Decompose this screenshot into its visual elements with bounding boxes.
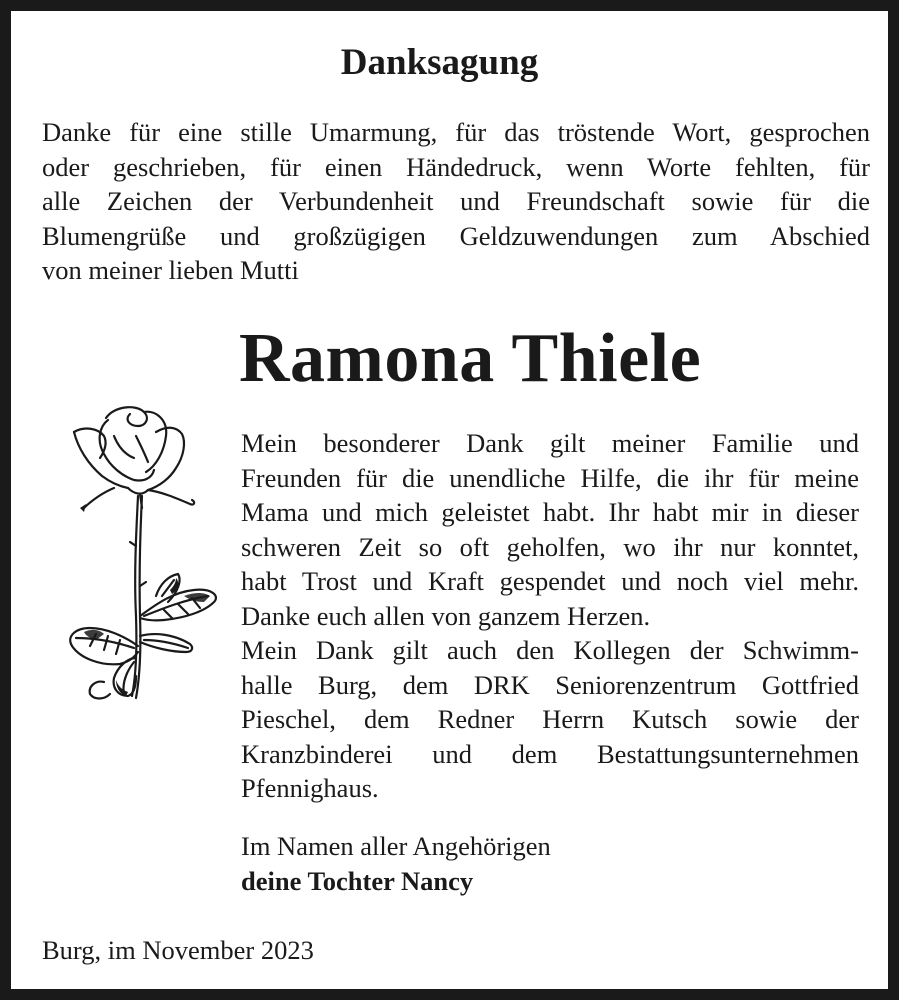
body-line: Mama und mich geleistet habt. Ihr habt mir in dieser bbox=[241, 497, 859, 527]
intro-paragraph bbox=[42, 115, 870, 288]
body-line: Pieschel, dem Redner Herrn Kutsch sowie der bbox=[241, 704, 859, 734]
body-line: halle Burg, dem DRK Seniorenzentrum Gottfried bbox=[241, 669, 859, 700]
body-line: habt Trost und Kraft gespendet und noch viel mehr. bbox=[241, 566, 859, 596]
signature-intro: Im Namen aller Angehörigen bbox=[241, 831, 551, 861]
notice-title: Danksagung bbox=[340, 42, 539, 83]
deceased-name: Ramona Thiele bbox=[239, 320, 702, 397]
body-line: Kranzbinderei und dem Bestattungsunternehmen bbox=[241, 738, 859, 769]
intro-line: oder geschrieben, für einen Händedruck, wenn Worte fehlten, für bbox=[42, 151, 870, 182]
intro-line: alle Zeichen der Verbundenheit und Freundschaft sowie für die bbox=[42, 186, 870, 216]
rose-illustration-icon bbox=[44, 396, 229, 711]
intro-line: Blumengrüße und großzügigen Geldzuwendungen zum Abschied bbox=[42, 220, 870, 251]
signature-block bbox=[241, 829, 551, 898]
body-paragraph bbox=[241, 426, 859, 806]
place-date: Burg, im November 2023 bbox=[42, 935, 314, 965]
body-line: Freunden für die unendliche Hilfe, die ihr für meine bbox=[241, 462, 859, 493]
body-line: schweren Zeit so oft geholfen, wo ihr nur konntet, bbox=[241, 531, 859, 562]
intro-line: von meiner lieben Mutti bbox=[42, 255, 299, 285]
intro-line: Danke für eine stille Umarmung, für das tröstende Wort, gesprochen bbox=[42, 117, 870, 147]
body-line: Mein Dank gilt auch den Kollegen der Schwimm- bbox=[241, 635, 859, 665]
signature-name: deine Tochter Nancy bbox=[241, 865, 474, 896]
body-line: Danke euch allen von ganzem Herzen. bbox=[241, 600, 651, 631]
body-line: Pfennighaus. bbox=[241, 773, 379, 803]
body-line: Mein besonderer Dank gilt meiner Familie und bbox=[241, 428, 859, 458]
